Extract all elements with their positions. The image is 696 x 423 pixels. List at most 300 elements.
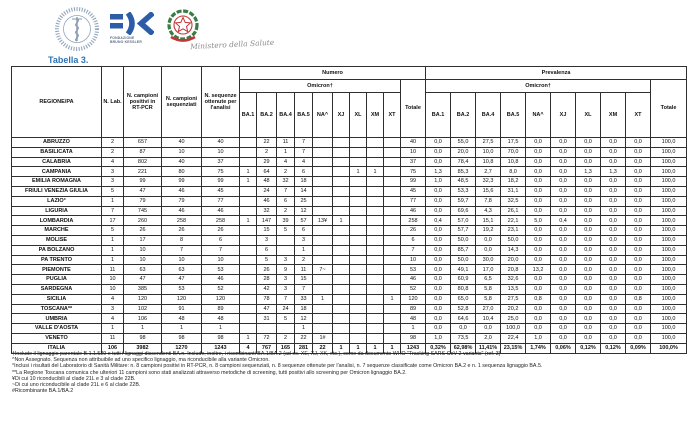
- cell-numero-ba.1: 1: [240, 216, 257, 226]
- cell-prevalenza-na: 0,0: [526, 196, 551, 206]
- cell-numero-na: [313, 147, 333, 157]
- cell-prevalenza-xm: 0,0: [601, 255, 626, 265]
- cell-prevalenza-ba.2: 57,0: [451, 216, 476, 226]
- cell-numero-na: 1#: [313, 333, 333, 343]
- cell-numero-xl: [350, 196, 367, 206]
- cell-prevalenza-ba.4: 2,7: [476, 167, 501, 177]
- cell-prevalenza-ba.1: 1,3: [426, 167, 451, 177]
- cell-prevalenza-ba.5: 23,1: [501, 226, 526, 236]
- cell-numero-totale: 6: [401, 235, 426, 245]
- cell-numero-totale: 1243: [401, 343, 426, 353]
- cell-numero-xt: [384, 167, 401, 177]
- cell-numero-ba.4: 3: [277, 255, 295, 265]
- cell-prevalenza-xl: 0,0: [576, 333, 601, 343]
- cell-numero-xj: [333, 324, 350, 334]
- cell-numero-ba.1: 1: [240, 167, 257, 177]
- cell-n-lab: 4: [102, 294, 124, 304]
- cell-prevalenza-totale: 100,0: [651, 275, 687, 285]
- cell-n-sequenziati: 99: [162, 177, 202, 187]
- ministero-salute-logo: [164, 6, 274, 51]
- cell-n-positivi: 47: [124, 186, 162, 196]
- cell-prevalenza-xm: 0,0: [601, 284, 626, 294]
- cell-prevalenza-xl: 0,0: [576, 294, 601, 304]
- column-header-prevalenza-xj: XJ: [551, 93, 576, 138]
- cell-prevalenza-xj: 0,06%: [551, 343, 576, 353]
- cell-prevalenza-xl: 0,0: [576, 275, 601, 285]
- cell-numero-na: [313, 304, 333, 314]
- cell-prevalenza-ba.4: 27,5: [476, 138, 501, 148]
- cell-numero-totale: 52: [401, 284, 426, 294]
- cell-numero-totale: 10: [401, 147, 426, 157]
- cell-numero-xl: 1: [350, 343, 367, 353]
- cell-prevalenza-ba.2: 73,5: [451, 333, 476, 343]
- cell-numero-xt: [384, 196, 401, 206]
- cell-prevalenza-xt: 0,0: [626, 186, 651, 196]
- cell-prevalenza-totale: 100,0: [651, 206, 687, 216]
- cell-prevalenza-ba.1: 0,4: [426, 216, 451, 226]
- cell-prevalenza-ba.1: 0,0: [426, 275, 451, 285]
- cell-n-lab: 7: [102, 206, 124, 216]
- cell-prevalenza-ba.5: 27,5: [501, 294, 526, 304]
- column-header-prevalenza-ba.1: BA.1: [426, 93, 451, 138]
- cell-prevalenza-xt: 0,0: [626, 333, 651, 343]
- cell-n-positivi: 657: [124, 138, 162, 148]
- cell-prevalenza-ba.1: 0,0: [426, 157, 451, 167]
- cell-numero-xt: [384, 235, 401, 245]
- cell-numero-ba.2: 31: [257, 314, 277, 324]
- cell-n-sequenziati: 46: [162, 206, 202, 216]
- cell-n-sequenziati: 98: [162, 333, 202, 343]
- cell-prevalenza-xj: 0,0: [551, 196, 576, 206]
- cell-numero-xl: [350, 235, 367, 245]
- cell-prevalenza-xj: 0,0: [551, 314, 576, 324]
- column-header-numero-ba.2: BA.2: [257, 93, 277, 138]
- cell-prevalenza-totale: 100,0: [651, 284, 687, 294]
- cell-region: SARDEGNA: [12, 284, 102, 294]
- cell-prevalenza-ba.5: 13,5: [501, 284, 526, 294]
- cell-numero-xm: [367, 177, 384, 187]
- cell-numero-ba.1: [240, 314, 257, 324]
- cell-numero-ba.1: [240, 304, 257, 314]
- column-header-prevalenza-na: NA^: [526, 93, 551, 138]
- cell-prevalenza-ba.5: 31,1: [501, 186, 526, 196]
- cell-prevalenza-ba.1: 0,0: [426, 245, 451, 255]
- cell-prevalenza-totale: 100,0: [651, 294, 687, 304]
- cell-n-sequenziati: 8: [162, 235, 202, 245]
- cell-numero-xl: 1: [350, 167, 367, 177]
- cell-region: FRIULI VENEZIA GIULIA: [12, 186, 102, 196]
- cell-prevalenza-ba.2: 50,0: [451, 255, 476, 265]
- cell-numero-ba.2: 3: [257, 235, 277, 245]
- cell-prevalenza-xm: 0,0: [601, 216, 626, 226]
- cell-prevalenza-ba.1: 0,0: [426, 235, 451, 245]
- cell-prevalenza-ba.4: 27,0: [476, 304, 501, 314]
- cell-n-ottenute: 40: [202, 138, 240, 148]
- cell-n-ottenute: 53: [202, 265, 240, 275]
- cell-numero-ba.4: [277, 324, 295, 334]
- cell-n-lab: 1: [102, 255, 124, 265]
- cell-n-positivi: 260: [124, 216, 162, 226]
- cell-prevalenza-totale: 100,0: [651, 235, 687, 245]
- cell-prevalenza-xm: 0,0: [601, 324, 626, 334]
- cell-prevalenza-ba.1: 1,0: [426, 177, 451, 187]
- cell-prevalenza-ba.4: 4,3: [476, 206, 501, 216]
- cell-prevalenza-xl: 0,0: [576, 304, 601, 314]
- cell-numero-xt: [384, 265, 401, 275]
- cell-numero-xj: [333, 255, 350, 265]
- cell-numero-totale: 75: [401, 167, 426, 177]
- cell-numero-xm: [367, 265, 384, 275]
- cell-prevalenza-ba.4: 15,1: [476, 216, 501, 226]
- cell-n-ottenute: 10: [202, 147, 240, 157]
- cell-prevalenza-ba.4: 32,3: [476, 177, 501, 187]
- cell-numero-xm: [367, 333, 384, 343]
- cell-numero-ba.2: 72: [257, 333, 277, 343]
- cell-numero-xl: [350, 304, 367, 314]
- cell-numero-totale: 48: [401, 314, 426, 324]
- cell-numero-xl: [350, 333, 367, 343]
- cell-prevalenza-xm: 0,0: [601, 177, 626, 187]
- cell-n-lab: 1: [102, 196, 124, 206]
- cell-n-ottenute: 1243: [202, 343, 240, 353]
- cell-numero-na: [313, 196, 333, 206]
- cell-numero-xl: [350, 324, 367, 334]
- cell-numero-xj: [333, 235, 350, 245]
- fbk-logo-icon: [110, 12, 154, 35]
- cell-numero-na: 7~: [313, 265, 333, 275]
- cell-prevalenza-ba.4: 0,0: [476, 324, 501, 334]
- column-header-prevalenza-xm: XM: [601, 93, 626, 138]
- cell-prevalenza-ba.4: 5,8: [476, 284, 501, 294]
- cell-n-sequenziati: 80: [162, 167, 202, 177]
- cell-prevalenza-ba.2: 62,98%: [451, 343, 476, 353]
- cell-n-lab: 3: [102, 167, 124, 177]
- cell-prevalenza-ba.4: 30,0: [476, 255, 501, 265]
- cell-prevalenza-ba.5: 20,2: [501, 304, 526, 314]
- column-header-numero-xj: XJ: [333, 93, 350, 138]
- cell-numero-xj: 1: [333, 216, 350, 226]
- cell-n-positivi: 10: [124, 245, 162, 255]
- cell-prevalenza-ba.4: 7,8: [476, 196, 501, 206]
- cell-n-positivi: 120: [124, 294, 162, 304]
- column-header-totale-prevalenza: Totale: [651, 80, 687, 138]
- cell-numero-na: [313, 314, 333, 324]
- cell-prevalenza-xt: 0,0: [626, 265, 651, 275]
- cell-n-positivi: 79: [124, 196, 162, 206]
- column-header-numero-xl: XL: [350, 93, 367, 138]
- cell-numero-ba.5: 11: [295, 265, 313, 275]
- cell-numero-ba.4: 9: [277, 265, 295, 275]
- cell-numero-xt: 1: [384, 343, 401, 353]
- cell-prevalenza-na: 1,74%: [526, 343, 551, 353]
- cell-numero-xl: [350, 265, 367, 275]
- cell-prevalenza-xm: 0,0: [601, 245, 626, 255]
- cell-prevalenza-xl: 0,0: [576, 324, 601, 334]
- cell-numero-ba.5: 6: [295, 167, 313, 177]
- cell-prevalenza-xj: 0,0: [551, 138, 576, 148]
- cell-numero-totale: 98: [401, 333, 426, 343]
- cell-n-lab: 10: [102, 284, 124, 294]
- table-row-pa-bolzano: [12, 245, 687, 255]
- cell-prevalenza-xt: 0,0: [626, 304, 651, 314]
- cell-region: MARCHE: [12, 226, 102, 236]
- column-header-prevalenza-xl: XL: [576, 93, 601, 138]
- cell-prevalenza-ba.2: 0,0: [451, 324, 476, 334]
- cell-prevalenza-ba.4: 10,0: [476, 147, 501, 157]
- cell-numero-xt: [384, 314, 401, 324]
- cell-prevalenza-na: 13,2: [526, 265, 551, 275]
- cell-numero-xt: 1: [384, 294, 401, 304]
- cell-n-sequenziati: 7: [162, 245, 202, 255]
- table-row-sardegna: [12, 284, 687, 294]
- cell-n-sequenziati: 46: [162, 186, 202, 196]
- cell-region: PUGLIA: [12, 275, 102, 285]
- cell-prevalenza-ba.1: 0,0: [426, 196, 451, 206]
- cell-numero-xj: [333, 333, 350, 343]
- cell-prevalenza-ba.5: 100,0: [501, 324, 526, 334]
- fbk-wordmark-line1: FONDAZIONE: [110, 36, 135, 40]
- cell-numero-xt: [384, 177, 401, 187]
- cell-prevalenza-xj: 0,0: [551, 333, 576, 343]
- cell-prevalenza-ba.4: 19,2: [476, 226, 501, 236]
- cell-n-ottenute: 89: [202, 304, 240, 314]
- cell-n-sequenziati: 10: [162, 147, 202, 157]
- cell-n-lab: 11: [102, 265, 124, 275]
- cell-numero-xm: [367, 245, 384, 255]
- cell-numero-xj: [333, 147, 350, 157]
- table-row-umbria: [12, 314, 687, 324]
- cell-numero-xj: [333, 226, 350, 236]
- cell-n-sequenziati: 47: [162, 275, 202, 285]
- cell-numero-na: [313, 324, 333, 334]
- cell-prevalenza-ba.5: 22,4: [501, 333, 526, 343]
- cell-n-ottenute: 46: [202, 275, 240, 285]
- cell-numero-xj: [333, 275, 350, 285]
- cell-prevalenza-xt: 0,0: [626, 167, 651, 177]
- cell-numero-xt: [384, 157, 401, 167]
- cell-numero-ba.1: [240, 284, 257, 294]
- cell-numero-na: [313, 235, 333, 245]
- cell-prevalenza-na: 0,0: [526, 226, 551, 236]
- cell-n-sequenziati: 48: [162, 314, 202, 324]
- cell-prevalenza-ba.5: 22,1: [501, 216, 526, 226]
- cell-prevalenza-ba.4: 15,6: [476, 186, 501, 196]
- cell-prevalenza-xj: 0,0: [551, 324, 576, 334]
- cell-prevalenza-xl: 0,0: [576, 138, 601, 148]
- cell-prevalenza-na: 0,0: [526, 275, 551, 285]
- cell-numero-xt: [384, 216, 401, 226]
- cell-numero-xt: [384, 186, 401, 196]
- cell-numero-totale: 10: [401, 255, 426, 265]
- footnote: ^Non Assegnato. Sequenza non attribuibile ad uno specifico lignaggio, ma riconducibile alla variante Omicron.: [12, 357, 270, 364]
- cell-prevalenza-ba.2: 53,3: [451, 186, 476, 196]
- cell-numero-ba.2: 48: [257, 177, 277, 187]
- cell-numero-ba.4: 2: [277, 167, 295, 177]
- group-header-omicron-numero: Omicron†: [240, 80, 401, 93]
- cell-numero-xm: [367, 284, 384, 294]
- ministero-salute-emblem-icon: [164, 8, 202, 46]
- cell-prevalenza-ba.1: 0,0: [426, 226, 451, 236]
- fbk-logo: [110, 6, 154, 45]
- cell-prevalenza-xj: 0,0: [551, 177, 576, 187]
- cell-prevalenza-ba.2: 49,1: [451, 265, 476, 275]
- cell-numero-ba.2: 26: [257, 265, 277, 275]
- cell-numero-xm: [367, 226, 384, 236]
- cell-n-ottenute: 46: [202, 206, 240, 216]
- cell-region: LAZIO°: [12, 196, 102, 206]
- cell-prevalenza-xj: 0,0: [551, 245, 576, 255]
- cell-prevalenza-totale: 100,0: [651, 304, 687, 314]
- cell-n-sequenziati: 1270: [162, 343, 202, 353]
- cell-prevalenza-xj: 0,0: [551, 206, 576, 216]
- cell-prevalenza-na: 0,0: [526, 147, 551, 157]
- cell-numero-xm: [367, 196, 384, 206]
- cell-numero-na: [313, 186, 333, 196]
- cell-numero-ba.2: 147: [257, 216, 277, 226]
- cell-prevalenza-xm: 0,12%: [601, 343, 626, 353]
- cell-n-lab: 2: [102, 147, 124, 157]
- cell-numero-xt: [384, 304, 401, 314]
- cell-n-sequenziati: 26: [162, 226, 202, 236]
- cell-numero-ba.5: 1: [295, 245, 313, 255]
- cell-region: VALLE D'AOSTA: [12, 324, 102, 334]
- cell-numero-xt: [384, 255, 401, 265]
- cell-numero-ba.1: [240, 186, 257, 196]
- cell-prevalenza-ba.4: 11,41%: [476, 343, 501, 353]
- cell-n-ottenute: 258: [202, 216, 240, 226]
- cell-prevalenza-ba.5: 20,0: [501, 255, 526, 265]
- cell-prevalenza-na: 0,0: [526, 157, 551, 167]
- cell-prevalenza-xt: 0,0: [626, 138, 651, 148]
- cell-numero-ba.1: [240, 324, 257, 334]
- cell-prevalenza-xm: 0,0: [601, 147, 626, 157]
- cell-numero-xj: [333, 314, 350, 324]
- cell-numero-ba.1: 4: [240, 343, 257, 353]
- cell-numero-xl: [350, 206, 367, 216]
- cell-n-sequenziati: 1: [162, 324, 202, 334]
- cell-numero-totale: 77: [401, 196, 426, 206]
- cell-prevalenza-xm: 0,0: [601, 206, 626, 216]
- cell-prevalenza-xt: 0,0: [626, 196, 651, 206]
- footnote: ¥Di cui 10 riconducibili al clade 21L e 3 al clade 22B.: [12, 375, 136, 382]
- cell-numero-ba.2: 78: [257, 294, 277, 304]
- cell-prevalenza-ba.2: 65,0: [451, 294, 476, 304]
- table-row-pa-trento: [12, 255, 687, 265]
- cell-n-lab: 5: [102, 186, 124, 196]
- column-header-prevalenza-xt: XT: [626, 93, 651, 138]
- cell-numero-xl: [350, 147, 367, 157]
- cell-numero-xm: [367, 186, 384, 196]
- cell-numero-ba.1: 1: [240, 177, 257, 187]
- cell-prevalenza-ba.2: 59,7: [451, 196, 476, 206]
- table-row-calabria: [12, 157, 687, 167]
- cell-n-lab: 10: [102, 275, 124, 285]
- cell-region: CALABRIA: [12, 157, 102, 167]
- cell-numero-na: 1: [313, 294, 333, 304]
- cell-prevalenza-ba.2: 85,7: [451, 245, 476, 255]
- cell-prevalenza-totale: 100,0: [651, 177, 687, 187]
- column-header-prevalenza-ba.5: BA.5: [501, 93, 526, 138]
- cell-prevalenza-ba.2: 20,0: [451, 147, 476, 157]
- cell-numero-totale: 46: [401, 275, 426, 285]
- table-row-puglia: [12, 275, 687, 285]
- cell-prevalenza-xt: 0,0: [626, 226, 651, 236]
- cell-n-lab: 2: [102, 138, 124, 148]
- cell-numero-xj: [333, 167, 350, 177]
- cell-numero-xm: [367, 275, 384, 285]
- cell-prevalenza-ba.4: 17,0: [476, 265, 501, 275]
- cell-numero-xt: [384, 226, 401, 236]
- cell-n-positivi: 745: [124, 206, 162, 216]
- cell-prevalenza-ba.5: 70,0: [501, 147, 526, 157]
- cell-numero-ba.4: 3: [277, 284, 295, 294]
- cell-prevalenza-xm: 1,3: [601, 167, 626, 177]
- cell-numero-ba.2: 29: [257, 157, 277, 167]
- cell-prevalenza-ba.1: 0,0: [426, 284, 451, 294]
- cell-prevalenza-xj: 0,0: [551, 226, 576, 236]
- cell-prevalenza-xm: 0,0: [601, 196, 626, 206]
- cell-numero-na: [313, 245, 333, 255]
- cell-prevalenza-ba.1: 1,0: [426, 333, 451, 343]
- cell-prevalenza-na: 0,0: [526, 314, 551, 324]
- cell-n-ottenute: 98: [202, 333, 240, 343]
- cell-n-lab: 106: [102, 343, 124, 353]
- cell-numero-na: [313, 138, 333, 148]
- cell-prevalenza-totale: 100,0: [651, 196, 687, 206]
- cell-prevalenza-ba.5: 25,0: [501, 314, 526, 324]
- cell-prevalenza-na: 0,0: [526, 284, 551, 294]
- cell-numero-xj: [333, 304, 350, 314]
- cell-prevalenza-xj: 0,0: [551, 235, 576, 245]
- column-header-numero-ba.4: BA.4: [277, 93, 295, 138]
- cell-n-sequenziati: 53: [162, 284, 202, 294]
- cell-numero-ba.4: 4: [277, 157, 295, 167]
- cell-prevalenza-ba.4: 10,8: [476, 157, 501, 167]
- cell-numero-ba.5: 1: [295, 324, 313, 334]
- cell-prevalenza-na: 0,0: [526, 235, 551, 245]
- cell-numero-totale: 120: [401, 294, 426, 304]
- cell-numero-xj: [333, 294, 350, 304]
- cell-prevalenza-xm: 0,0: [601, 157, 626, 167]
- cell-prevalenza-totale: 100,0: [651, 216, 687, 226]
- cell-prevalenza-xt: 0,0: [626, 314, 651, 324]
- cell-numero-ba.5: 4: [295, 157, 313, 167]
- cell-numero-ba.5: 3: [295, 235, 313, 245]
- cell-numero-xm: [367, 138, 384, 148]
- cell-n-positivi: 221: [124, 167, 162, 177]
- cell-prevalenza-xm: 0,0: [601, 265, 626, 275]
- cell-numero-ba.1: [240, 255, 257, 265]
- cell-prevalenza-ba.2: 80,8: [451, 284, 476, 294]
- cell-numero-xt: [384, 275, 401, 285]
- cell-prevalenza-ba.5: 23,15%: [501, 343, 526, 353]
- cell-numero-totale: 1: [401, 324, 426, 334]
- cell-prevalenza-ba.1: 0,0: [426, 138, 451, 148]
- cell-prevalenza-totale: 100,0: [651, 138, 687, 148]
- cell-prevalenza-xt: 0,0: [626, 177, 651, 187]
- cell-n-positivi: 385: [124, 284, 162, 294]
- cell-n-lab: 1: [102, 245, 124, 255]
- cell-prevalenza-ba.2: 48,5: [451, 177, 476, 187]
- cell-numero-xl: [350, 157, 367, 167]
- cell-numero-ba.2: 767: [257, 343, 277, 353]
- cell-numero-ba.5: 7: [295, 284, 313, 294]
- cell-prevalenza-xl: 0,0: [576, 157, 601, 167]
- cell-numero-xj: [333, 284, 350, 294]
- cell-numero-totale: 99: [401, 177, 426, 187]
- cell-numero-ba.4: 39: [277, 216, 295, 226]
- group-header-numero: Numero: [240, 67, 426, 80]
